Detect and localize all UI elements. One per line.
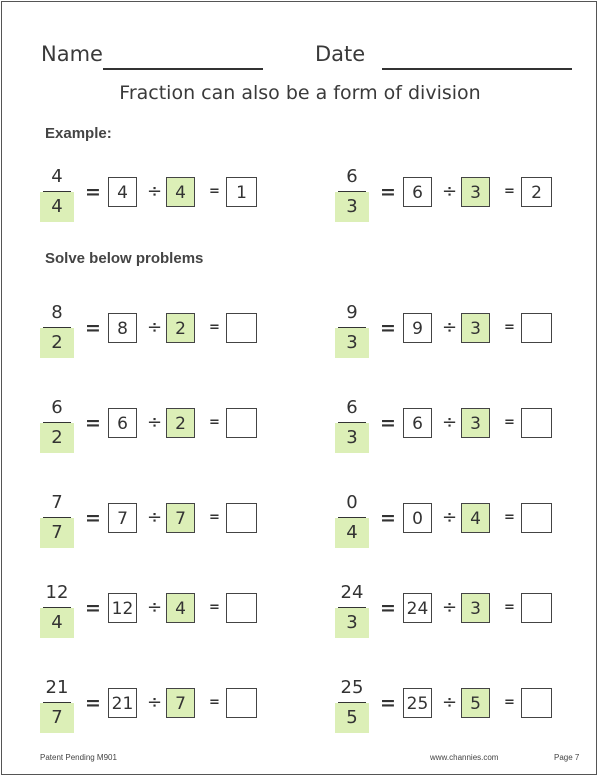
date-label: Date <box>315 42 366 66</box>
equals-sign: = <box>504 510 515 525</box>
dividend-box: 9 <box>403 313 432 343</box>
fraction-numerator: 9 <box>346 302 358 323</box>
fraction-numerator: 6 <box>51 397 63 418</box>
fraction-denominator: 5 <box>335 703 369 733</box>
fraction-denominator: 7 <box>40 518 74 548</box>
fraction <box>335 393 369 453</box>
name-label: Name <box>41 42 103 66</box>
equals-sign: = <box>504 695 515 710</box>
dividend-box: 6 <box>403 177 432 207</box>
name-line <box>103 68 263 70</box>
fraction-numerator: 4 <box>51 166 63 187</box>
fraction-denominator: 3 <box>335 192 369 222</box>
fraction-numerator: 21 <box>45 677 69 698</box>
equals-sign: = <box>380 597 396 619</box>
footer-page-number: Page 7 <box>554 753 580 762</box>
dividend-box: 6 <box>403 408 432 438</box>
divide-sign: ÷ <box>147 692 163 713</box>
divide-sign: ÷ <box>442 181 458 202</box>
equals-sign: = <box>380 692 396 714</box>
example-problem <box>335 162 575 222</box>
equals-sign: = <box>85 597 101 619</box>
divisor-box: 4 <box>166 593 195 623</box>
fraction-denominator: 2 <box>40 328 74 358</box>
equals-sign: = <box>504 600 515 615</box>
dividend-box: 25 <box>403 688 432 718</box>
fraction <box>335 488 369 548</box>
divide-sign: ÷ <box>442 412 458 433</box>
divide-sign: ÷ <box>442 597 458 618</box>
divide-sign: ÷ <box>147 412 163 433</box>
fraction-denominator: 3 <box>335 608 369 638</box>
fraction-denominator: 7 <box>40 703 74 733</box>
answer-input-box[interactable] <box>521 313 552 343</box>
divide-sign: ÷ <box>147 317 163 338</box>
dividend-box: 12 <box>108 593 137 623</box>
fraction-denominator: 4 <box>40 192 74 222</box>
fraction-denominator: 2 <box>40 423 74 453</box>
practice-problem <box>335 298 575 358</box>
dividend-box: 24 <box>403 593 432 623</box>
divisor-box: 3 <box>461 593 490 623</box>
fraction-denominator: 3 <box>335 423 369 453</box>
equals-sign: = <box>85 692 101 714</box>
answer-input-box[interactable] <box>226 313 257 343</box>
equals-sign: = <box>85 317 101 339</box>
divisor-box: 4 <box>461 503 490 533</box>
fraction-numerator: 6 <box>346 397 358 418</box>
divisor-box: 2 <box>166 408 195 438</box>
dividend-box: 7 <box>108 503 137 533</box>
equals-sign: = <box>504 320 515 335</box>
answer-input-box[interactable] <box>521 593 552 623</box>
fraction <box>335 298 369 358</box>
divisor-box: 3 <box>461 177 490 207</box>
fraction <box>335 162 369 222</box>
fraction <box>335 673 369 733</box>
fraction-numerator: 7 <box>51 492 63 513</box>
equals-sign: = <box>380 317 396 339</box>
answer-input-box[interactable] <box>226 503 257 533</box>
dividend-box: 4 <box>108 177 137 207</box>
fraction <box>40 393 74 453</box>
fraction <box>40 162 74 222</box>
practice-problem <box>40 578 280 638</box>
example-problem <box>40 162 280 222</box>
practice-problem <box>335 578 575 638</box>
equals-sign: = <box>380 181 396 203</box>
fraction <box>40 673 74 733</box>
footer-patent: Patent Pending M901 <box>40 753 117 762</box>
fraction-numerator: 6 <box>346 166 358 187</box>
equals-sign: = <box>504 184 515 199</box>
divide-sign: ÷ <box>147 181 163 202</box>
answer-input-box[interactable] <box>521 408 552 438</box>
equals-sign: = <box>209 184 220 199</box>
divisor-box: 2 <box>166 313 195 343</box>
fraction <box>40 578 74 638</box>
practice-problem <box>40 393 280 453</box>
answer-input-box[interactable] <box>521 503 552 533</box>
equals-sign: = <box>504 415 515 430</box>
divisor-box: 4 <box>166 177 195 207</box>
practice-problem <box>40 673 280 733</box>
answer-box: 2 <box>521 177 552 207</box>
fraction-denominator: 4 <box>335 518 369 548</box>
answer-box: 1 <box>226 177 257 207</box>
equals-sign: = <box>380 507 396 529</box>
fraction-numerator: 0 <box>346 492 358 513</box>
equals-sign: = <box>209 510 220 525</box>
dividend-box: 0 <box>403 503 432 533</box>
divide-sign: ÷ <box>442 317 458 338</box>
fraction-numerator: 25 <box>340 677 364 698</box>
practice-problem <box>335 393 575 453</box>
equals-sign: = <box>85 412 101 434</box>
practice-problem <box>335 488 575 548</box>
divide-sign: ÷ <box>442 692 458 713</box>
fraction-denominator: 4 <box>40 608 74 638</box>
equals-sign: = <box>209 320 220 335</box>
answer-input-box[interactable] <box>521 688 552 718</box>
answer-input-box[interactable] <box>226 688 257 718</box>
fraction-denominator: 3 <box>335 328 369 358</box>
subtitle: Fraction can also be a form of division <box>119 82 481 104</box>
example-heading: Example: <box>45 125 112 142</box>
divide-sign: ÷ <box>147 597 163 618</box>
fraction <box>335 578 369 638</box>
divisor-box: 3 <box>461 408 490 438</box>
answer-input-box[interactable] <box>226 408 257 438</box>
dividend-box: 8 <box>108 313 137 343</box>
dividend-box: 21 <box>108 688 137 718</box>
equals-sign: = <box>209 415 220 430</box>
divisor-box: 7 <box>166 688 195 718</box>
solve-heading: Solve below problems <box>45 250 204 267</box>
practice-problem <box>335 673 575 733</box>
fraction-numerator: 8 <box>51 302 63 323</box>
equals-sign: = <box>85 181 101 203</box>
footer-website: www.channies.com <box>430 753 499 762</box>
equals-sign: = <box>209 695 220 710</box>
divisor-box: 3 <box>461 313 490 343</box>
worksheet-page <box>1 1 597 775</box>
fraction-numerator: 24 <box>340 582 364 603</box>
divisor-box: 7 <box>166 503 195 533</box>
fraction <box>40 298 74 358</box>
answer-input-box[interactable] <box>226 593 257 623</box>
divisor-box: 5 <box>461 688 490 718</box>
date-line <box>382 68 572 70</box>
fraction <box>40 488 74 548</box>
practice-problem <box>40 298 280 358</box>
fraction-numerator: 12 <box>45 582 69 603</box>
dividend-box: 6 <box>108 408 137 438</box>
equals-sign: = <box>85 507 101 529</box>
equals-sign: = <box>380 412 396 434</box>
equals-sign: = <box>209 600 220 615</box>
divide-sign: ÷ <box>442 507 458 528</box>
practice-problem <box>40 488 280 548</box>
divide-sign: ÷ <box>147 507 163 528</box>
